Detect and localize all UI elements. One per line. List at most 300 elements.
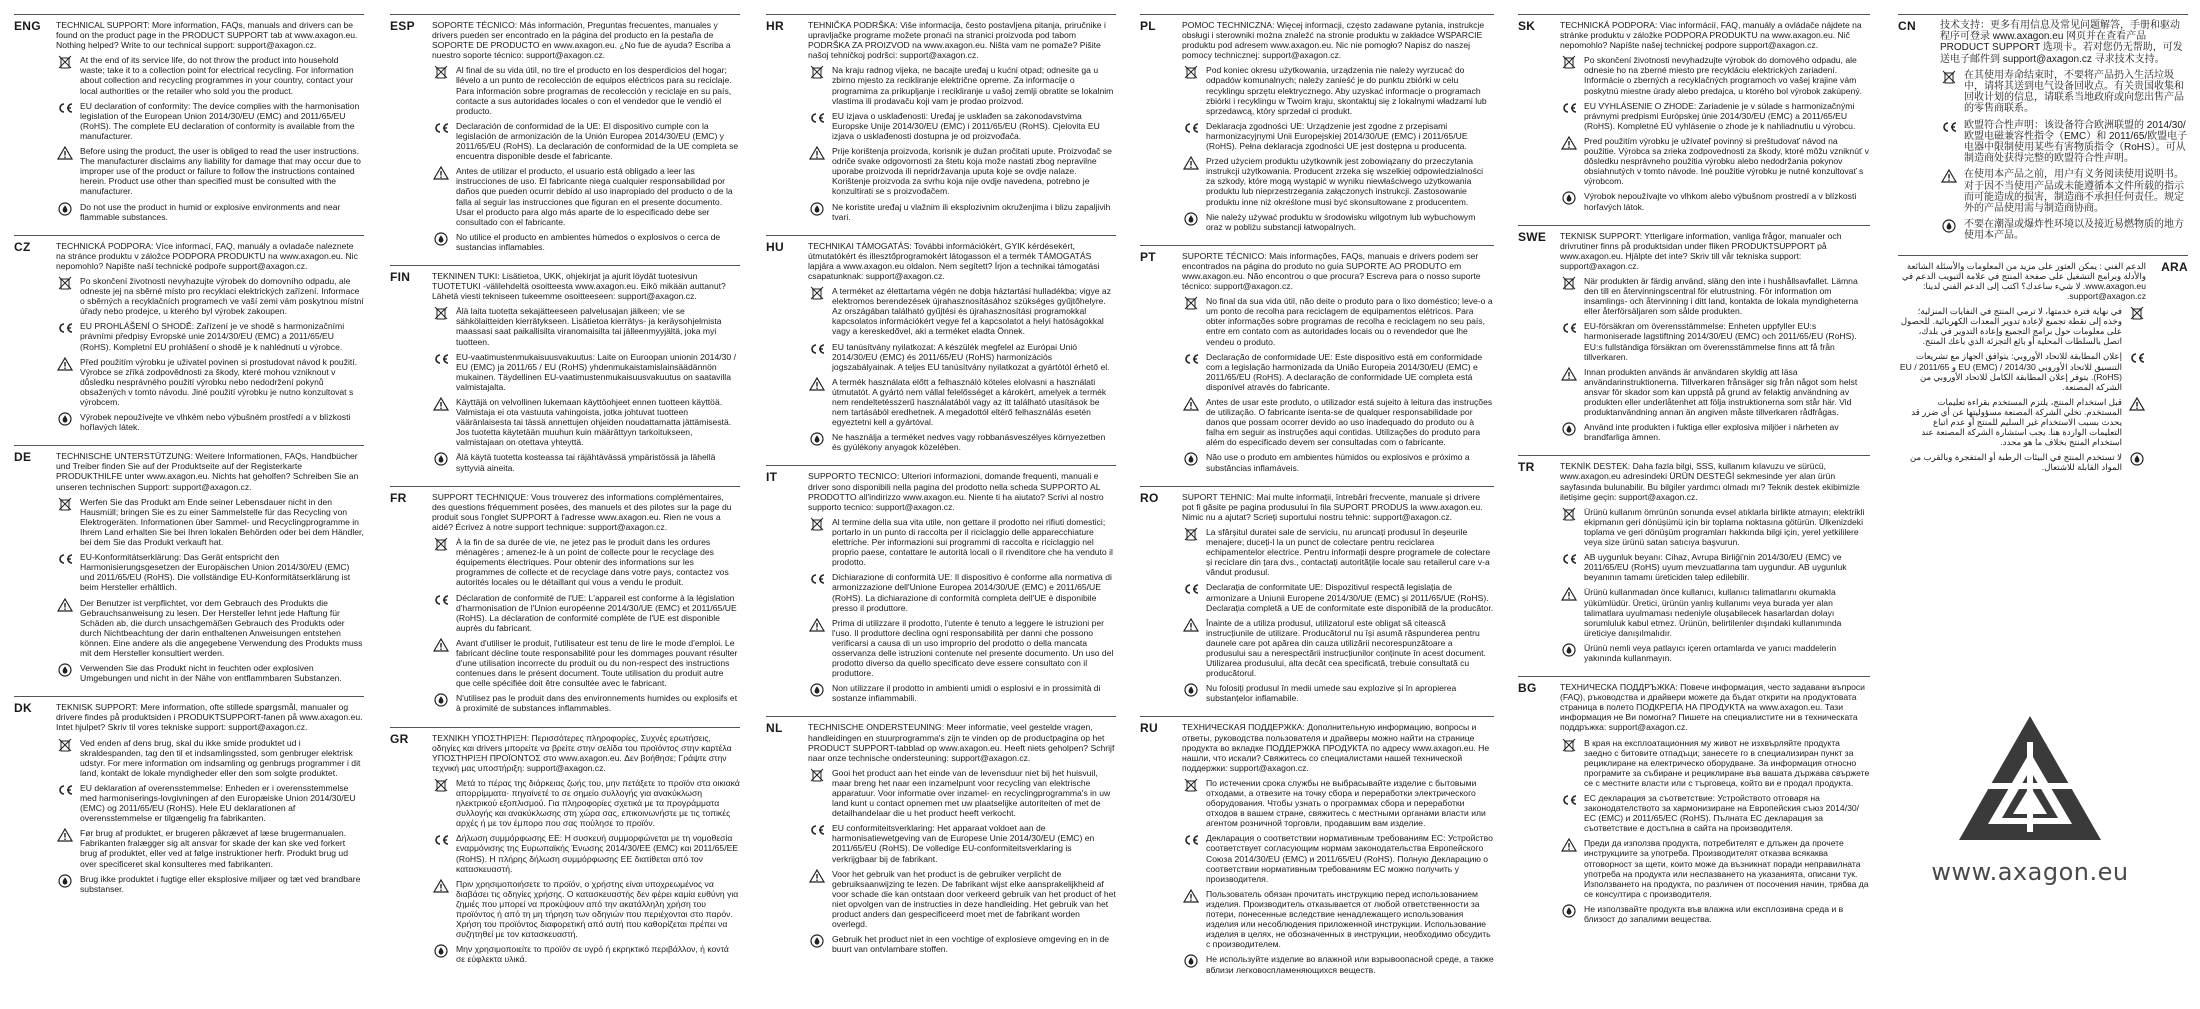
lang-code: SWE <box>1518 229 1547 244</box>
lang-body <box>432 733 740 970</box>
ce-mark-icon <box>1182 833 1200 847</box>
no-humidity-paragraph <box>808 202 1116 222</box>
no-humidity-icon <box>2128 452 2146 466</box>
weee-bin-text: När produkten är färdig använd, släng den inte i hushållsavfallet. Lämna den till en återvinningscentral för elutrustning. För information om insamlings- och återvinning i ditt land, kontakta de lokala myndigheterna eller återförsäljaren som sålde produkten. <box>1584 275 1859 317</box>
no-humidity-icon <box>808 683 826 697</box>
lang-section-dk <box>14 696 364 899</box>
weee-bin-paragraph <box>1182 65 1494 115</box>
warning-text: Înainte de a utiliza produsul, utilizatorul este obligat să citească instrucțiunile de utilizare. Producătorul nu își asumă răspunderea pentru daunele care pot apărea din cauza utilizării necorespunzătoare a produsului sau a nerespectării instrucțiunilor conținute în acest document. Utilizarea produsului, alta decât cea specificată, trebuie consultată cu producătorul. <box>1206 617 1486 679</box>
warning-icon <box>432 397 450 411</box>
warning-icon <box>56 357 74 371</box>
ce-mark-icon <box>56 552 74 566</box>
lang-section-hr <box>766 14 1116 227</box>
weee-bin-text: في نهاية فترة خدمتها، لا ترمي المنتج في النفايات المنزلية؛ وخذه إلى نقطة تجميع لإعادة تدوير المعدات الكهربائية. للحصول على معلومات حول برامج التجميع وإعادة التدوير في بلدك، اتصل بالسلطات المحلية أو بائع التجزئة الذي باعك المنتج. <box>1900 306 2122 347</box>
lang-section-tr <box>1518 455 1870 668</box>
no-humidity-icon <box>1560 422 1578 436</box>
warning-icon <box>56 598 74 612</box>
weee-bin-text: À la fin de sa durée de vie, ne jetez pas le produit dans les ordures ménagères ; amenez-le à un point de collecte pour le recyclage des équipements électriques. Pour obtenir des informations sur les programmes de collecte et de recyclage dans votre pays, contactez vos autorités locales ou le détaillant qui vous a vendu le produit. <box>456 537 729 588</box>
ce-mark-icon <box>432 121 450 135</box>
ce-mark-text: ЕС декларация за съответствие: Устройството отговаря на законодателството за хармонизиране на Европейския съюз 2014/30/ЕС (EMC) и 2011/65/ЕС (RoHS). Пълната ЕС декларация за съответствие е достъпна в сайта на производителя. <box>1584 793 1860 834</box>
technical-support-text: TECHNICAL SUPPORT: More information, FAQs, manuals and drivers can be found on the product page in the PRODUCT SUPPORT tab at www.axagon.eu. Nothing helped? Write to our technical support: support@axagon.cz. <box>56 20 358 51</box>
lang-code: NL <box>766 721 783 736</box>
lang-section-eng <box>14 14 364 227</box>
ce-mark-icon <box>1560 793 1578 807</box>
lang-body <box>1560 461 1870 668</box>
no-humidity-text: Verwenden Sie das Produkt nicht in feuchten oder explosiven Umgebungen und nicht in der Nähe von entflammbaren Substanzen. <box>80 663 342 684</box>
technical-support-text: 技术支持：更多有用信息及常见问题解答，手册和驱动程序可登录 www.axagon.eu 网页并在查看产品 PRODUCT SUPPORT 选项卡。若对您仍无帮助，可发送电子邮件到 support@axagon.cz 寻求技术支持。 <box>1940 20 2183 65</box>
no-humidity-paragraph <box>1560 422 1870 442</box>
weee-bin-paragraph <box>432 65 740 115</box>
ce-mark-paragraph <box>56 783 364 823</box>
no-humidity-icon <box>1182 954 1200 968</box>
no-humidity-icon <box>1560 643 1578 657</box>
no-humidity-icon <box>1182 683 1200 697</box>
ce-mark-text: Declarația de conformitate UE: Dispozitivul respectă legislația de armonizare a Uniunii Europene 2014/30/UE (EMC) și 2011/65/UE (RoHS). Declarația completă a UE de conformitate este disponibilă de la producător. <box>1206 582 1494 613</box>
column-6 <box>1898 14 2188 485</box>
ce-mark-text: Δήλωση συμμόρφωσης ΕΕ: Η συσκευή συμμορφώνεται με τη νομοθεσία εναρμόνισης της Ευρωπαϊκής Ένωσης 2014/30/ΕΕ (EMC) και 2011/65/ΕΕ (RoHS). Η πλήρης δήλωση συμμόρφωσης ΕΕ διατίθεται από τον κατασκευαστή. <box>456 833 739 874</box>
no-humidity-paragraph <box>56 874 364 894</box>
weee-bin-text: Ved enden af dens brug, skal du ikke smide produktet ud i skraldespanden, tag den til et indsamlingssted, som genbruger elektrisk udstyr. For mere information om indsamling og genbrugs programmer i dit land, kontakt de lokale myndigheder eller den som solgte produktet. <box>80 737 361 778</box>
no-humidity-icon <box>1940 219 1958 233</box>
ce-mark-text: Déclaration de conformité de l'UE: L'appareil est conforme à la législation d'harmonisation de l'Union européenne 2014/30/UE (EMC) et 2011/65/UE (RoHS). La déclaration de conformité complète de l'UE est disponible auprès du fabricant. <box>456 592 737 633</box>
weee-bin-icon <box>56 738 74 752</box>
no-humidity-icon <box>432 944 450 958</box>
lang-section-swe <box>1518 225 1870 448</box>
no-humidity-paragraph <box>432 232 740 252</box>
lang-code: FR <box>390 490 407 505</box>
ce-mark-icon <box>2128 351 2146 365</box>
no-humidity-paragraph <box>1940 219 2188 241</box>
warning-icon <box>1560 838 1578 852</box>
no-humidity-icon <box>56 412 74 426</box>
weee-bin-icon <box>1560 55 1578 69</box>
lang-section-de <box>14 445 364 688</box>
lang-body <box>1182 492 1494 709</box>
ce-mark-text: Declaração de conformidade UE: Este dispositivo está em conformidade com a legislação harmonizada da União Europeia 2014/30/EU (EMC) e 2011/65/EU (RoHS). A declaração de conformidade UE completa está disponível através do fabricante. <box>1206 351 1483 392</box>
lang-body <box>808 471 1116 708</box>
no-humidity-text: Не използвайте продукта във влажна или експлозивна среда и в близост до запалими вещества. <box>1584 903 1844 925</box>
no-humidity-icon <box>808 432 826 446</box>
weee-bin-text: 在其使用寿命结束时，不要将产品扔入生活垃圾中，请将其送到电气设备回收点。有关贵国收集和回收计划的信息，请联系当地政府或向您出售产品的零售商联系。 <box>1964 69 2184 115</box>
ce-mark-text: EU tanúsítvány nyilatkozat: A készülék megfelel az Európai Unió 2014/30/EU (EMC) és 2011/65/EU (RoHS) harmonizációs jogszabályainak. A teljes EU tanúsítvány nyilatkozat a gyártótól érhető el. <box>832 341 1110 372</box>
weee-bin-icon <box>1182 65 1200 79</box>
ce-mark-text: EU VYHLÁSENIE O ZHODE: Zariadenie je v súlade s harmonizačnými právnymi predpismi Európskej únie 2014/30/EU (EMC) a 2011/65/EU (RoHS). Kompletné EÚ vyhlásenie o zhode je k nahliadnutiu u výrobcu. <box>1584 100 1856 131</box>
weee-bin-text: По истечении срока службы не выбрасывайте изделие с бытовыми отходами, а отвезите на точку сбора и переработки электрического оборудования. Чтобы узнать о программах сбора и переработки отходов в вашем стране, свяжитесь с местными органами власти или агентом розничной торговли, продавшим вам изделие. <box>1206 777 1486 829</box>
technical-support-text: SOPORTE TÉCNICO: Más información, Preguntas frecuentes, manuales y drivers pueden ser encontrado en la página del producto en la pestaña de SOPORTE DE PRODUCTO en www.axagon.eu. ¿No fue de ayuda? Escriba a nuestro soporte técnico: support@axagon.cz. <box>432 20 731 61</box>
ce-mark-paragraph <box>1560 321 1870 361</box>
ce-mark-paragraph <box>56 101 364 141</box>
no-humidity-icon <box>432 693 450 707</box>
no-humidity-icon <box>56 202 74 216</box>
weee-bin-icon <box>808 768 826 782</box>
weee-bin-icon <box>56 276 74 290</box>
lang-body <box>1560 231 1870 448</box>
no-humidity-paragraph <box>1898 452 2146 472</box>
ce-mark-paragraph <box>1560 793 1870 833</box>
warning-icon <box>56 828 74 842</box>
lang-body <box>1940 20 2188 247</box>
warning-icon <box>56 146 74 160</box>
lang-body <box>56 702 364 899</box>
no-humidity-text: Nie należy używać produktu w środowisku wilgotnym lub wybuchowym oraz w pobliżu substancji łatwopalnych. <box>1206 211 1476 232</box>
column-5 <box>1518 14 1870 937</box>
ce-mark-icon <box>56 321 74 335</box>
warning-text: Prima di utilizzare il prodotto, l'utente è tenuto a leggere le istruzioni per l'uso. Il produttore declina ogni responsabilità per danni che possono verificarsi a causa di un uso improprio del prodotto o della mancata osservanza delle istruzioni contenute nel presente documento. Un uso del prodotto diverso da quello specificato deve essere consultato con il produttore. <box>832 617 1114 679</box>
warning-paragraph <box>1560 587 1870 637</box>
warning-paragraph <box>808 146 1116 196</box>
weee-bin-paragraph <box>808 286 1116 336</box>
warning-text: Käyttäjä on velvollinen lukemaan käyttöohjeet ennen tuotteen käyttöä. Valmistaja ei ota vastuuta vahingoista, jotka johtuvat tuotteen vääränlaisesta tai tässä annettujen ohjeiden noudattamatta jättämisestä. Jos tuotetta käytetään muuhun kuin määrättyyn tarkoitukseen, valmistajaan on otettava yhteyttä. <box>456 397 732 448</box>
no-humidity-paragraph <box>808 432 1116 452</box>
weee-bin-text: В края на експлоатационния му живот не изхвърляйте продукта заедно с битовите отпадъци; занесете го в специализиран пункт за рециклиране на електрическо оборудване. За информация относно програмите за събиране и рециклиране във вашата държава свържете се с местните власти или с търговеца, който ви е продал продукта. <box>1584 737 1870 788</box>
lang-body <box>1560 20 1870 217</box>
weee-bin-paragraph <box>56 276 364 316</box>
ce-mark-icon <box>808 111 826 125</box>
axagon-logo <box>1910 712 2150 902</box>
lang-code: ARA <box>2161 259 2188 274</box>
no-humidity-text: Výrobek nepoužívejte ve vlhkém nebo výbušném prostředí a v blízkosti hořlavých látek. <box>80 412 351 433</box>
ce-mark-text: EU-Konformitätserklärung: Das Gerät entspricht den Harmonisierungsgesetzen der Europäischen Union 2014/30/EU (EMC) und 2011/65/EU (RoHS). Die vollständige EU-Konformitätserklärung ist beim Hersteller erhältlich. <box>80 552 351 593</box>
weee-bin-icon <box>432 778 450 792</box>
ce-mark-icon <box>1182 352 1200 366</box>
weee-bin-icon <box>1560 738 1578 752</box>
weee-bin-paragraph <box>1182 778 1494 828</box>
lang-code: HU <box>766 239 784 254</box>
ce-mark-text: EU-försäkran om överensstämmelse: Enheten uppfyller EU:s harmoniserade lagstiftning 2014/30/EU (EMC) och 2011/65/EU (RoHS). EU:s fullständiga försäkran om överensstämmelse finns att få från tillverkaren. <box>1584 321 1857 362</box>
weee-bin-icon <box>2128 306 2146 320</box>
technical-support-text: ТЕХНИЧЕСКА ПОДДРЪЖКА: Повече информация, често задавани въпроси (FAQ), ръководства и драйвери можете да бъдат открити на продуктовата страница в полето ПОДКРЕПА НА ПРОДУКТА на www.axagon.eu. Тази информация не Ви помогна? Пишете на специалистите ни в техническата поддръжка: support@axagon.cz. <box>1560 682 1865 733</box>
ce-mark-text: Deklaracja zgodności UE: Urządzenie jest zgodne z przepisami harmonizacyjnymi Unii Europejskiej 2014/30/UE (EMC) i 2011/65/UE (RoHS). Pełna deklaracja zgodności UE jest dostępna u producenta. <box>1206 120 1468 152</box>
no-humidity-icon <box>1560 904 1578 918</box>
no-humidity-icon <box>56 874 74 888</box>
weee-bin-icon <box>1182 778 1200 792</box>
ce-mark-paragraph <box>1182 121 1494 151</box>
weee-bin-icon <box>1560 276 1578 290</box>
lang-code: ENG <box>14 19 41 33</box>
lang-body <box>432 20 740 257</box>
warning-paragraph <box>56 828 364 868</box>
weee-bin-paragraph <box>808 768 1116 818</box>
ce-mark-paragraph <box>1560 552 1870 582</box>
column-2 <box>390 14 740 978</box>
warning-paragraph <box>432 638 740 688</box>
weee-bin-paragraph <box>432 306 740 346</box>
warning-icon <box>808 869 826 883</box>
no-humidity-text: N'utilisez pas le produit dans des environnements humides ou explosifs et à proximité de substances inflammables. <box>456 693 738 714</box>
warning-icon <box>1182 618 1200 632</box>
lang-body <box>1182 722 1494 979</box>
weee-bin-icon <box>432 537 450 551</box>
lang-section-hu <box>766 235 1116 458</box>
lang-code: ESP <box>390 19 415 33</box>
ce-mark-icon <box>1560 101 1578 115</box>
warning-paragraph <box>1898 397 2146 447</box>
ce-mark-paragraph <box>56 552 364 592</box>
weee-bin-text: A terméket az élettartama végén ne dobja háztartási hulladékba; vigye az elektromos berendezések újrahasznosításához szükséges gyűjtőhelyre. Az országában található gyűjtési és újrahasznosítási programokkal kapcsolatos információkért vegye fel a kapcsolatot a helyi hatóságokkal vagy a kereskedővel, aki a terméket eladta Önnek. <box>832 286 1111 337</box>
no-humidity-text: Ne koristite uređaj u vlažnim ili eksplozivnim okruženjima i blizu zapaljivih tvari. <box>832 201 1111 222</box>
no-humidity-paragraph <box>432 693 740 713</box>
warning-icon <box>808 146 826 160</box>
no-humidity-paragraph <box>1182 954 1494 974</box>
ce-mark-text: EU deklaration af overensstemmelse: Enheden er i overensstemmelse med harmoniserings-lovgivningen af den Europæiske Union 2014/30/EU (EMC) og 2011/65/EU (RoHS). Hele EU deklarationen af overensstemmelse er tilgængelig fra fabrikanten. <box>80 782 356 824</box>
ce-mark-text: Dichiarazione di conformità UE: Il dispositivo è conforme alla normativa di armonizzazione dell'Unione Europea 2014/30/UE (EMC) e 2011/65/UE (RoHS). La dichiarazione di conformità completa dell'UE è disponibile presso il produttore. <box>832 572 1112 613</box>
ce-mark-paragraph <box>808 111 1116 141</box>
weee-bin-icon <box>808 286 826 300</box>
ce-mark-paragraph <box>1182 582 1494 612</box>
technical-support-text: POMOC TECHNICZNA: Więcej informacji, często zadawane pytania, instrukcje obsługi i sterowniki można znaleźć na stronie produktu w zakładce WSPARCIE produktu pod adresem www.axagon.eu. Nic nie pomogło? Napisz do naszej pomocy technicznej: support@axagon.cz. <box>1182 20 1485 61</box>
technical-support-text: TEKNİK DESTEK: Daha fazla bilgi, SSS, kullanım kılavuzu ve sürücü, www.axagon.eu adresindeki ÜRÜN DESTEĞİ sekmesinde yer alan ürün sayfasında bulunabilir. Bu bilgiler yardımcı olmadı mı? Teknik destek ekibimizle iletişime geçin: support@axagon.cz. <box>1560 461 1860 502</box>
weee-bin-paragraph <box>1560 507 1870 547</box>
warning-paragraph <box>1182 889 1494 950</box>
no-humidity-paragraph <box>1560 904 1870 924</box>
no-humidity-text: Não use o produto em ambientes húmidos ou explosivos e próximo a substâncias inflamáveis. <box>1206 452 1470 473</box>
lang-body <box>432 492 740 719</box>
no-humidity-icon <box>1182 452 1200 466</box>
ce-mark-paragraph <box>1560 101 1870 131</box>
weee-bin-paragraph <box>1182 296 1494 346</box>
warning-paragraph <box>808 618 1116 679</box>
warning-text: Pred použitím výrobku je užívateľ povinný si preštudovať návod na použitie. Výrobca sa zrieka zodpovednosti za škody, ktoré môžu vzniknúť v dôsledku nesprávneho použitia výrobku alebo nedodržania pokynov obsiahnutých v tomto návode. Iné použitie výrobku je nutné konzultovať s výrobcom. <box>1584 135 1869 187</box>
ce-mark-text: EU-vaatimustenmukaisuusvakuutus: Laite on Euroopan unionin 2014/30 / EU (EMC) ja 2011/65 / EU (RoHS) yhdenmukaistamislainsäädännön mukainen. Täydellinen EU-vaatimustenmukaisuusvakuutus on saatavilla valmistajalta. <box>456 351 736 392</box>
no-humidity-paragraph <box>56 663 364 683</box>
no-humidity-text: Не используйте изделие во влажной или взрывоопасной среде, а также вблизи легковоспламеняющихся веществ. <box>1206 954 1494 975</box>
warning-text: Før brug af produktet, er brugeren påkrævet af læse brugermanualen. Fabrikanten fralægger sig alt ansvar for skade der kan ske ved forkert brug af produktet, eller ved at følge instruktioner herfr. Produkt brug ud over specificeret skal konsulteres med fabrikanten. <box>80 828 348 869</box>
warning-text: Avant d'utiliser le produit, l'utilisateur est tenu de lire le mode d'emploi. Le fabricant décline toute responsabilité pour les dommages pouvant résulter d'une utilisation incorrecte du produit ou du non-respect des instructions contenues dans le présent document. Toute utilisation du produit autre que celle spécifiée doit être consultée avec le fabricant. <box>456 637 738 689</box>
warning-icon <box>808 618 826 632</box>
no-humidity-text: Brug ikke produktet i fugtige eller eksplosive miljøer og tæt ved brandbare substanser. <box>80 873 361 894</box>
ce-mark-icon <box>432 833 450 847</box>
weee-bin-icon <box>1182 527 1200 541</box>
no-humidity-text: Använd inte produkten i fuktiga eller explosiva miljöer i närheten av brandfarliga ämnen. <box>1584 422 1839 443</box>
lang-code: CN <box>1898 19 1916 33</box>
weee-bin-paragraph <box>432 778 740 828</box>
weee-bin-text: Pod koniec okresu użytkowania, urządzenia nie należy wyrzucać do odpadów komunalnych; należy zanieść je do punktu zbiórki w celu recyklingu sprzętu elektrycznego. Aby uzyskać informacje o programach zbiórki i recyklingu w Twoim kraju, skontaktuj się z lokalnymi władzami lub sprzedawcą, który sprzedał ci produkt. <box>1206 65 1487 116</box>
lang-body <box>1182 251 1494 478</box>
weee-bin-text: Na kraju radnog vijeka, ne bacajte uređaj u kućni otpad; odnesite ga u zbirno mjesto za recikliranje električne opreme. Za informacije o programima za prikupljanje i recikliranje u vašoj zemlji obratite se lokalnim vlastima ili prodavaču koji vam je prodao proizvod. <box>832 65 1114 106</box>
ce-mark-icon <box>808 572 826 586</box>
lang-code: DE <box>14 450 32 465</box>
lang-section-ro <box>1140 486 1494 709</box>
ce-mark-text: Declaración de conformidad de la UE: El dispositivo cumple con la legislación de armonización de la Unión Europea 2014/30/EU (EMC) y 2011/65/EU (RoHS). La declaración de conformidad de la UE completa se encuentra disponible desde el fabricante. <box>456 120 739 162</box>
ce-mark-paragraph <box>808 342 1116 372</box>
warning-text: Antes de usar este produto, o utilizador está sujeito à leitura das instruções de utilização. O fabricante isenta-se de qualquer responsabilidade por danos que possam ocorrer devido ao uso inadequado do produto ou à falha em seguir as instruções aqui contidas. Utilizações do produto para além do especificado devem ser consultadas com o fabricante. <box>1206 397 1493 448</box>
weee-bin-paragraph <box>1560 276 1870 316</box>
weee-bin-icon <box>56 55 74 69</box>
warning-paragraph <box>432 879 740 940</box>
column-3 <box>766 14 1116 967</box>
column-4 <box>1140 14 1494 988</box>
warning-icon <box>1560 136 1578 150</box>
no-humidity-icon <box>432 452 450 466</box>
lang-body <box>56 241 364 438</box>
technical-support-text: SUPPORT TECHNIQUE: Vous trouverez des informations complémentaires, des questions fréquemment posées, des manuels et des pilotes sur la page du produit sous l'onglet SUPPORT à l'adresse www.axagon.eu. Rien ne vous a aidé? Écrivez à notre support technique: support@axagon.cz. <box>432 491 732 532</box>
weee-bin-text: At the end of its service life, do not throw the product into household waste; take it to a collection point for electrical recycling. For information about collection and recycling programmes in your country, contact your local authorities or the retailer who sold you the product. <box>80 55 354 96</box>
column-1 <box>14 14 364 907</box>
ce-mark-text: AB uygunluk beyanı: Cihaz, Avrupa Birliği'nin 2014/30/EU (EMC) ve 2011/65/EU (RoHS) uyum mevzuatlarına tam uygundur. AB uygunluk beyanının tamamı üreticiden talep edilebilir. <box>1584 552 1847 583</box>
weee-bin-icon <box>432 306 450 320</box>
warning-icon <box>1182 889 1200 903</box>
lang-section-fr <box>390 486 740 719</box>
no-humidity-paragraph <box>432 944 740 964</box>
lang-section-bg <box>1518 676 1870 929</box>
lang-code: BG <box>1518 681 1537 696</box>
weee-bin-paragraph <box>808 65 1116 105</box>
lang-code: CZ <box>14 239 31 254</box>
ce-mark-icon <box>432 352 450 366</box>
no-humidity-paragraph <box>1182 212 1494 232</box>
warning-text: Before using the product, the user is obliged to read the user instructions. The manufacturer disclaims any liability for damage that may occur due to improper use of the product or failure to follow the instructions contained herein. Product use other than specified must be consulted with the manufacturer. <box>80 146 361 197</box>
warning-text: Prije korištenja proizvoda, korisnik je dužan pročitati upute. Proizvođač se odriče svake odgovornosti za štetu koja može nastati zbog nepravilne uporabe proizvoda ili nepridržavanja uputa koje se ovdje nalaze. Korištenje proizvoda za svrhu koja nije ovdje navedena, potrebno je konzultirati se s proizvođačem. <box>832 146 1112 197</box>
ce-mark-paragraph <box>432 352 740 392</box>
logo-website-text: www.axagon.eu <box>1931 858 2129 886</box>
no-humidity-text: Älä käytä tuotetta kosteassa tai räjähtävässä ympäristössä ja lähellä syttyviä aineita. <box>456 452 716 473</box>
warning-icon <box>1940 169 1958 183</box>
no-humidity-icon <box>1560 191 1578 205</box>
warning-icon <box>2128 397 2146 411</box>
weee-bin-paragraph <box>1560 738 1870 788</box>
warning-paragraph <box>1560 838 1870 899</box>
technical-support-text: TECHNISCHE ONDERSTEUNING: Meer informatie, veel gestelde vragen, handleidingen en stuurprogramma's zijn te vinden op de productpagina op het PRODUCT SUPPORT-tabblad op www.axagon.eu. Heeft niets geholpen? Schrijf naar onze technische ondersteuning: support@axagon.cz. <box>808 722 1115 763</box>
lang-code: TR <box>1518 460 1535 475</box>
warning-paragraph <box>432 397 740 447</box>
no-humidity-paragraph <box>56 412 364 432</box>
lang-code: RO <box>1140 490 1159 505</box>
lang-section-nl <box>766 716 1116 959</box>
ce-mark-icon <box>432 593 450 607</box>
weee-bin-text: Gooi het product aan het einde van de levensduur niet bij het huisvuil, maar breng het naar een inzamelpunt voor recycling van elektrische apparatuur. Voor informatie over inzamel- en recyclingprogramma's in uw land kunt u contact opnemen met uw plaatselijke autoriteiten of met de detailhandelaar die u het product heeft verkocht. <box>832 767 1111 819</box>
warning-text: Ürünü kullanmadan önce kullanıcı, kullanıcı talimatlarını okumakla yükümlüdür. Üretici, ürünün yanlış kullanımı veya burada yer alan talimatlara uyulmaması nedeniyle oluşabilecek hasarlardan dolayı sorumluluk kabul etmez. Ürünün, belirtilenler dışındaki kullanımında üreticiye danışılmalıdır. <box>1584 587 1842 638</box>
weee-bin-icon <box>1182 296 1200 310</box>
warning-text: 在使用本产品之前，用户有义务阅读使用说明书。对于因不当使用产品或未能遵循本文件所载的指示而可能造成的损害，制造商不承担任何责任。规定外的产品使用需与制造商协商。 <box>1964 169 2184 215</box>
ce-mark-paragraph <box>808 823 1116 863</box>
no-humidity-text: Ürünü nemli veya patlayıcı içeren ortamlarda ve yanıcı maddelerin yakınında kullanmayın. <box>1584 642 1837 663</box>
warning-icon <box>432 879 450 893</box>
warning-text: Πριν χρησιμοποιήσετε το προϊόν, ο χρήστης είναι υποχρεωμένος να διαβάσει τις οδηγίες χρήσης. Ο κατασκευαστής δεν φέρει καμία ευθύνη για ζημιές που μπορεί να προκύψουν από την ακατάλληλη χρήση του προϊόντος ή από τη μη τήρηση των οδηγιών που περιέχονται στο παρόν. Χρήση του προϊόντος διαφορετική από αυτή που καθορίζεται πρέπει να συζητηθεί με τον κατασκευαστή. <box>456 878 739 940</box>
warning-text: Der Benutzer ist verpflichtet, vor dem Gebrauch des Produkts die Gebrauchsanweisung zu lesen. Der Hersteller lehnt jede Haftung für Schäden ab, die durch unsachgemäßen Gebrauch des Produkts oder durch Nichtbeachtung der darin enthaltenen Anweisungen entstehen können. Eine andere als die angegebene Verwendung des Produkts muss mit dem Hersteller konsultiert werden. <box>80 597 363 658</box>
weee-bin-text: No final da sua vida útil, não deite o produto para o lixo doméstico; leve-o a um ponto de recolha para reciclagem de equipamentos elétricos. Para obter informações sobre programas de recolha e reciclagem no seu país, entre em contato com as autoridades locais ou o revendedor que lhe vendeu o produto. <box>1206 296 1493 347</box>
lang-section-pt <box>1140 245 1494 478</box>
weee-bin-text: Ürünü kullanım ömrünün sonunda evsel atıklarla birlikte atmayın; elektrikli ekipmanın geri dönüşümü için bir toplama noktasına götürün. Ülkenizdeki toplama ve geri dönüşüm programları hakkında bilgi için, yerel yetkililere veya size ürünü satan satıcıya başvurun. <box>1584 506 1865 548</box>
warning-paragraph <box>432 166 740 227</box>
technical-support-text: TECHNICKÁ PODPORA: Viac informácií, FAQ, manuály a ovládače nájdete na stránke produktu v záložke PODPORA PRODUKTU na www.axagon.eu. Nič nepomohlo? Napíšte našej technickej podpore support@axagon.cz. <box>1560 20 1862 51</box>
ce-mark-text: EU declaration of conformity: The device complies with the harmonisation legislation of the European Union 2014/30/EU (EMC) and 2011/65/EU (RoHS). The complete EU declaration of conformity is available from the manufacturer. <box>80 100 360 141</box>
weee-bin-paragraph <box>56 55 364 95</box>
warning-paragraph <box>808 869 1116 930</box>
ce-mark-text: Декларация о соответствии нормативным требованиям ЕС: Устройство соответствует согласующим нормам законодательства Европейского Союза 2014/30/EU (EMC) и 2011/65/EU (RoHS). Полную Декларацию о соответствии нормативным требованиям ЕС можно получить у производителя. <box>1206 833 1493 884</box>
lang-code: PL <box>1140 19 1156 33</box>
no-humidity-text: No utilice el producto en ambientes húmedos o explosivos o cerca de sustancias inflamables. <box>456 231 721 252</box>
lang-section-cz <box>14 235 364 438</box>
ce-mark-paragraph <box>432 833 740 873</box>
lang-code: GR <box>390 731 409 746</box>
weee-bin-paragraph <box>1560 55 1870 95</box>
weee-bin-text: La sfârșitul duratei sale de serviciu, nu aruncați produsul în deșeurile menajere; duceți-l la un punct de colectare pentru reciclarea echipamentelor electrice. Pentru informații despre programele de colectare și reciclare din țara dvs., contactați autoritățile locale sau retailerul care v-a vândut produsul. <box>1206 526 1491 578</box>
ce-mark-icon <box>56 783 74 797</box>
ce-mark-paragraph <box>432 121 740 161</box>
weee-bin-paragraph <box>56 497 364 547</box>
lang-section-fin <box>390 265 740 478</box>
warning-paragraph <box>808 377 1116 427</box>
no-humidity-paragraph <box>1560 643 1870 663</box>
ce-mark-paragraph <box>56 321 364 351</box>
lang-section-sk <box>1518 14 1870 217</box>
weee-bin-icon <box>808 65 826 79</box>
warning-paragraph <box>56 598 364 659</box>
weee-bin-text: Al termine della sua vita utile, non gettare il prodotto nei rifiuti domestici; portarlo in un punto di raccolta per il riciclaggio delle apparecchiature elettriche. Per informazioni sui programmi di raccolta e riciclaggio nel proprio paese, contattare le autorità locali o il rivenditore che ha venduto il prodotto. <box>832 516 1113 568</box>
warning-paragraph <box>1182 156 1494 206</box>
technical-support-text: TEHNIČKA PODRŠKA: Više informacija, često postavljena pitanja, priručnike i upravljačke programe možete pronaći na stranici proizvoda pod tabom PODRŠKA ZA PROIZVOD na www.axagon.eu. Ništa vam ne pomaže? Pišite našoj tehničkoj podršci: support@axagon.cz. <box>808 20 1106 61</box>
weee-bin-text: Werfen Sie das Produkt am Ende seiner Lebensdauer nicht in den Hausmüll; bringen Sie es zu einer Sammelstelle für das Recycling von Elektrogeräten. Informationen über Sammel- und Recyclingprogramme in Ihrem Land erhalten Sie bei Ihren lokalen Behörden oder bei dem Händler, bei dem Sie das Produkt verkauft hat. <box>80 496 364 548</box>
technical-support-text: TEKNISK SUPPORT: Mere information, ofte stillede spørgsmål, manualer og drivere findes på produktsiden i PRODUKTSUPPORT-fanen på www.axagon.eu. Intet hjulpet? Skriv til vores tekniske support: support@axagon.cz. <box>56 702 363 733</box>
weee-bin-paragraph <box>1182 527 1494 577</box>
lang-body <box>1560 682 1870 929</box>
no-humidity-text: 不要在潮湿或爆炸性环境以及接近易燃物质的地方使用本产品。 <box>1964 219 2184 242</box>
technical-support-text: SUPORTE TÉCNICO: Mais informações, FAQs, manuais e drivers podem ser encontrados na página do produto no guia SUPORTE AO PRODUTO em www.axagon.eu. Não encontrou o que procura? Escreva para o nosso suporte técnico: support@axagon.cz. <box>1182 250 1481 292</box>
lang-code: SK <box>1518 19 1536 33</box>
no-humidity-paragraph <box>56 202 364 222</box>
technical-support-text: TEKNISK SUPPORT: Ytterligare information, vanliga frågor, manualer och drivrutiner finns på produktsidan under fliken PRODUKTSUPPORT på www.axagon.eu. Hjälpte det inte? Skriv till vår tekniska support: support@axagon.cz. <box>1560 230 1842 271</box>
warning-text: Antes de utilizar el producto, el usuario está obligado a leer las instrucciones de uso. El fabricante niega cualquier responsabilidad por daños que pueden ocurrir debido al uso inapropiado del producto o de la falla al seguir las instrucciones que figuran en el presente documento. Usar el producto para algo más aparte de lo especificado debe ser consultado con el fabricante. <box>456 166 733 227</box>
lang-section-pl <box>1140 14 1494 237</box>
warning-text: Преди да използва продукта, потребителят е длъжен да прочете инструкциите за употреба. Производителят отказва всякаква отговорност за щети, които може да възникнат поради неправилната употреба на продукта или неспазването на указанията, описани тук. Използването на продукта, по различен от посочения начин, трябва да се консултира с производителя. <box>1584 838 1869 899</box>
ce-mark-paragraph <box>1940 120 2188 165</box>
warning-paragraph <box>1940 169 2188 214</box>
lang-body <box>432 271 740 478</box>
warning-icon <box>1560 587 1578 601</box>
weee-bin-icon <box>432 65 450 79</box>
no-humidity-icon <box>56 663 74 677</box>
warning-icon <box>432 166 450 180</box>
warning-icon <box>1182 397 1200 411</box>
no-humidity-text: Μην χρησιμοποιείτε το προϊόν σε υγρό ή εκρηκτικό περιβάλλον, ή κοντά σε εύφλεκτα υλικά. <box>456 944 729 965</box>
lang-body <box>808 20 1116 227</box>
technical-support-text: SUPPORTO TECNICO: Ulteriori informazioni, domande frequenti, manuali e driver sono disponibili nella pagina del prodotto nella scheda SUPPORTO AL PRODOTTO all'indirizzo www.axagon.eu. Niente ti ha aiutato? Scrivi al nostro supporto tecnico: support@axagon.cz. <box>808 471 1104 512</box>
weee-bin-icon <box>1940 70 1958 84</box>
lang-section-it <box>766 465 1116 708</box>
technical-support-text: TECHNISCHE UNTERSTÜTZUNG: Weitere Informationen, FAQs, Handbücher und Treiber finden Sie auf der Produktseite auf der Registerkarte PRODUKTHILFE unter www.axagon.eu. Nichts hat geholfen? Schreiben Sie an unseren technischen Support: support@axagon.cz. <box>56 451 359 492</box>
weee-bin-paragraph <box>56 738 364 778</box>
warning-paragraph <box>56 146 364 196</box>
no-humidity-paragraph <box>432 452 740 472</box>
warning-text: Před použitím výrobku je uživatel povinen si prostudovat návod k použití. Výrobce se zříká zodpovědnosti za škody, které mohou vzniknout v důsledku nesprávného použití výrobku nebo nedodržení pokynů obsažených v tomto návodu. Jiné použití výrobku je nutno konzultovat s výrobcem. <box>80 356 358 407</box>
ce-mark-icon <box>1182 121 1200 135</box>
weee-bin-paragraph <box>1940 70 2188 115</box>
ce-mark-icon <box>808 823 826 837</box>
weee-bin-text: Po skončení životnosti nevyhadzujte výrobok do domového odpadu, ale odnesie ho na zberné miesto pre recykláciu elektrických zariadení. Informácie o zberných a recyklačných programoch vo vašej krajine vám poskytnú miestne úrady alebo predajca, u ktorého bol výrobok zakúpený. <box>1584 55 1863 96</box>
no-humidity-paragraph <box>1560 191 1870 211</box>
no-humidity-text: لا تستخدم المنتج في البيئات الرطبة أو المتفجرة وبالقرب من المواد القابلة للاشتعال. <box>1909 452 2122 473</box>
weee-bin-text: Älä laita tuotetta sekajätteeseen palvelusajan jälkeen; vie se sähkölaitteiden kierrätykseen. Lisätietoa kierrätys- ja keräysohjelmista maassasi saat paikallisilta viranomaisilta tai jälleenmyyjältä, joka myi tuotteen. <box>456 306 722 347</box>
warning-icon <box>1560 367 1578 381</box>
lang-code: FIN <box>390 269 411 284</box>
ce-mark-paragraph <box>432 593 740 633</box>
weee-bin-paragraph <box>432 537 740 587</box>
technical-support-text: ΤΕΧΝΙΚΗ ΥΠΟΣΤΗΡΙΞΗ: Περισσότερες πληροφορίες, Συχνές ερωτήσεις, οδηγίες και drivers μπορείτε να βρείτε στην σελίδα του προϊόντος στην καρτέλα ΥΠΟΣΤΗΡΙΞΗ ΠΡΟΪΟΝΤΟΣ στο www.axagon.eu. Δεν βοήθησε; Γράψτε στην τεχνική μας υποστήριξη: support@axagon.cz. <box>432 732 732 773</box>
lang-section-esp <box>390 14 740 257</box>
weee-bin-icon <box>56 497 74 511</box>
warning-icon <box>808 377 826 391</box>
lang-section-cn <box>1898 14 2188 247</box>
ce-mark-icon <box>1940 120 1958 134</box>
technical-support-text: الدعم الفني : يمكن العثور على مزيد من المعلومات والأسئلة الشائعة والأدلة وبرامج التشغيل على صفحة المنتج في علامة التبويب الدعم في www.axagon.eu. لا شيء ساعدك؟ اكتب إلى الدعم الفني لدينا: support@axagon.cz. <box>1901 260 2146 301</box>
no-humidity-text: Výrobok nepoužívajte vo vlhkom alebo výbušnom prostredí a v blízkosti horľavých látok. <box>1584 191 1857 212</box>
warning-icon <box>1182 156 1200 170</box>
lang-code: HR <box>766 19 784 33</box>
lang-body <box>56 20 364 227</box>
warning-paragraph <box>1182 397 1494 447</box>
ce-mark-paragraph <box>1182 833 1494 883</box>
no-humidity-text: Gebruik het product niet in een vochtige of explosieve omgeving en in de buurt van ontvlambare stoffen. <box>832 934 1110 955</box>
